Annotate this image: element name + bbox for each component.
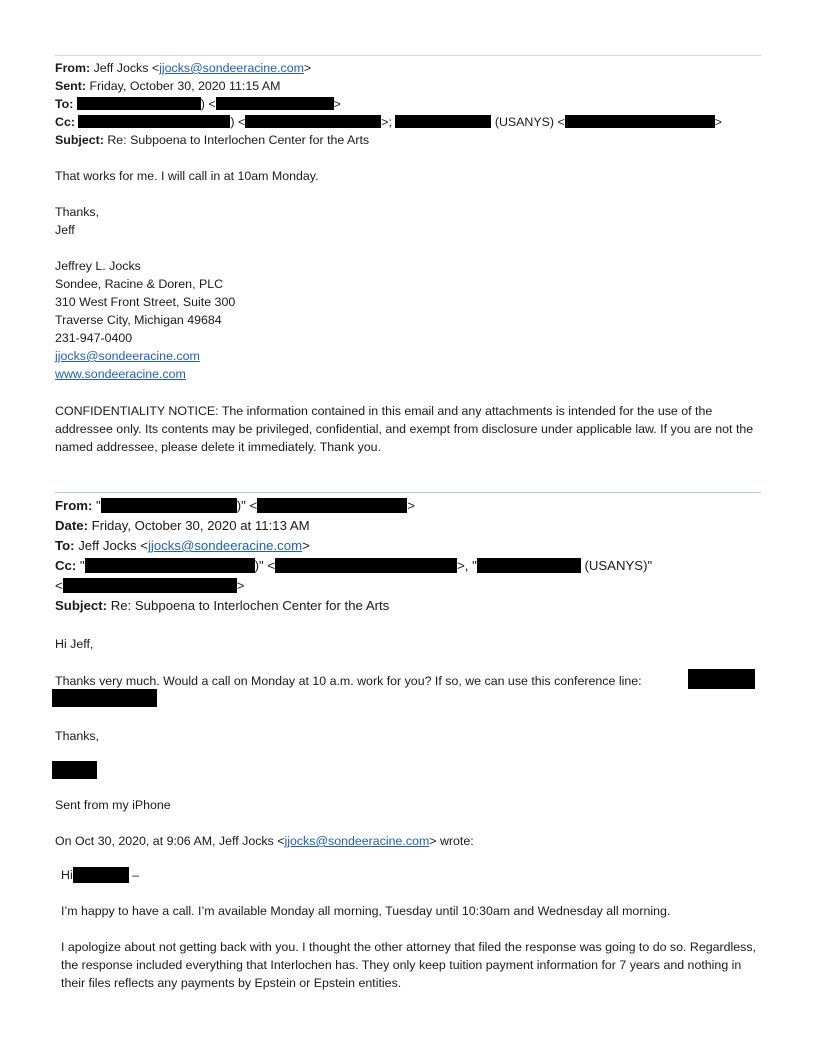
date-value: Friday, October 30, 2020 at 11:13 AM (91, 518, 310, 533)
signature-phone: 231-947-0400 (55, 331, 133, 345)
from-label: From: (55, 61, 91, 75)
to-email-link[interactable]: jjocks@sondeeracine.com (147, 538, 303, 553)
from-name: Jeff Jocks < (93, 61, 160, 75)
sent-value: Friday, October 30, 2020 11:15 AM (89, 79, 281, 93)
signature-email-line (55, 348, 200, 364)
email1-thanks: Thanks, (55, 205, 100, 219)
quote-intro-post: > wrote: (429, 834, 474, 848)
sent-label: Sent: (55, 79, 86, 93)
cc-label: Cc: (55, 115, 75, 129)
redaction-block (63, 578, 237, 593)
signature-street: 310 West Front Street, Suite 300 (55, 295, 236, 309)
email2-cc-continuation (55, 577, 244, 595)
cc-usanys: (USANYS) < (494, 115, 565, 129)
redaction-block (77, 97, 201, 110)
redaction-block (395, 115, 491, 128)
email1-signoff: Jeff (55, 223, 75, 237)
subject-value: Re: Subpoena to Interlochen Center for the Arts (107, 133, 370, 147)
cc-sep: >, " (457, 558, 477, 573)
mid-divider (55, 492, 761, 493)
redaction-block (85, 558, 255, 573)
from-email-link[interactable]: jjocks@sondeeracine.com (159, 61, 304, 75)
email1-subject-line (55, 132, 369, 148)
cc-sep: >; (381, 115, 392, 129)
redaction-block (52, 761, 97, 779)
email1-body: That works for me. I will call in at 10am Monday. (55, 169, 319, 183)
email2-greeting: Hi Jeff, (55, 637, 94, 651)
cc-cont-end: > (236, 578, 245, 593)
top-divider (55, 55, 761, 56)
signature-email-link[interactable]: jjocks@sondeeracine.com (55, 349, 200, 363)
cc-mid: )" < (254, 558, 276, 573)
from-end: > (407, 498, 415, 513)
to-end: > (333, 97, 341, 111)
email2-body: Thanks very much. Would a call on Monday at 10 a.m. work for you? If so, we can use this conference line: (55, 674, 642, 688)
cc-label: Cc: (55, 558, 77, 573)
from-mid: )" < (236, 498, 258, 513)
signature-name: Jeffrey L. Jocks (55, 259, 141, 273)
date-label: Date: (55, 518, 88, 533)
from-label: From: (55, 498, 93, 513)
email1-from-line (55, 60, 311, 76)
subject-value: Re: Subpoena to Interlochen Center for the Arts (110, 598, 390, 613)
quote-intro-line (55, 833, 474, 849)
redaction-block (216, 97, 334, 110)
from-open: " (96, 498, 101, 513)
signature-website-link[interactable]: www.sondeeracine.com (55, 367, 186, 381)
sent-from-iphone: Sent from my iPhone (55, 798, 171, 812)
redaction-block (477, 558, 581, 573)
cc-cont-open: < (55, 578, 63, 593)
email2-from-line (55, 497, 415, 515)
email2-to-line (55, 537, 310, 555)
redaction-block (52, 689, 157, 707)
redaction-block (73, 867, 129, 883)
email1-sent-line (55, 78, 280, 94)
email2-cc-line (55, 557, 652, 575)
to-label: To: (55, 538, 75, 553)
subject-label: Subject: (55, 598, 108, 613)
email1-cc-line (55, 114, 722, 130)
cc-mid: ) < (230, 115, 246, 129)
to-end: > (302, 538, 310, 553)
signature-firm: Sondee, Racine & Doren, PLC (55, 277, 224, 291)
quoted-para2: I apologize about not getting back with you. I thought the other attorney that filed the response was going to do so. Regardless, the response included everything that Interlochen has. They only keep tuition payment information for 7 years and nothing in their files reflects any payments by Epstein or Epstein entities. (61, 940, 757, 990)
quoted-greeting-pre: Hi (61, 868, 73, 882)
redaction-block (78, 115, 230, 128)
confidentiality-notice: CONFIDENTIALITY NOTICE: The information contained in this email and any attachments is intended for the use of the addressee only. Its contents may be privileged, confidential, and exempt from disclosure under applicable law. If you are not the named addressee, please delete it immediately. Thank you. (55, 404, 754, 454)
from-end: > (303, 61, 312, 75)
quote-intro-email-link[interactable]: jjocks@sondeeracine.com (284, 834, 430, 848)
redaction-block (275, 558, 457, 573)
email2-date-line (55, 517, 310, 535)
cc-open: " (79, 558, 85, 573)
redaction-block (245, 115, 381, 128)
cc-usanys: (USANYS)" (584, 558, 653, 573)
quote-intro-pre: On Oct 30, 2020, at 9:06 AM, Jeff Jocks < (55, 834, 285, 848)
redaction-block (257, 498, 407, 513)
redaction-block (101, 498, 237, 513)
redaction-block (565, 115, 715, 128)
to-mid: ) < (200, 97, 216, 111)
redaction-block (688, 669, 755, 689)
signature-city: Traverse City, Michigan 49684 (55, 313, 222, 327)
cc-end: > (714, 115, 722, 129)
signature-website-line (55, 366, 186, 382)
quoted-greeting (61, 867, 139, 883)
email1-to-line (55, 96, 341, 112)
email2-thanks: Thanks, (55, 729, 100, 743)
subject-label: Subject: (55, 133, 104, 147)
to-label: To: (55, 97, 74, 111)
email2-subject-line (55, 597, 389, 615)
to-name: Jeff Jocks < (78, 538, 148, 553)
quoted-para1: I’m happy to have a call. I’m available Monday all morning, Tuesday until 10:30am and Wednesday all morning. (61, 904, 671, 918)
quoted-greeting-dash: – (132, 868, 140, 882)
